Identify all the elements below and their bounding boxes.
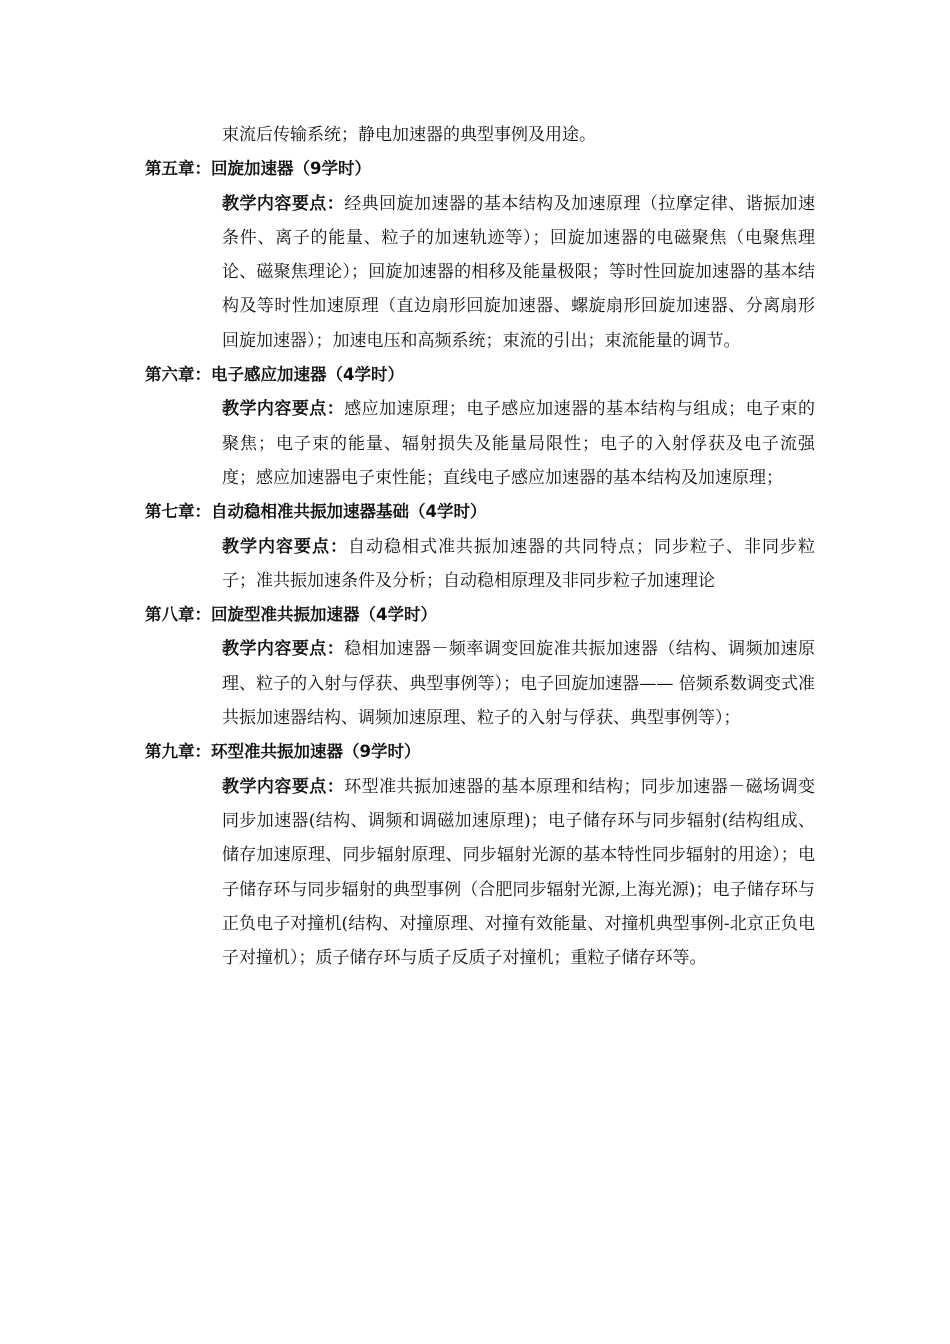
chapter-6-title: 第六章：电子感应加速器（4学时）: [145, 365, 404, 385]
chapter-6-text: 感应加速原理；电子感应加速器的基本结构与组成；电子束的聚焦；电子束的能量、辐射损失及能量局限性；电子的入射俘获及电子流强度；感应加速器电子束性能；直线电子感应加速器的基本结构及加速原理；: [222, 399, 816, 488]
chapter-7-title: 第七章：自动稳相准共振加速器基础（4学时）: [145, 502, 487, 522]
chapter-5-text: 经典回旋加速器的基本结构及加速原理（拉摩定律、谐振加速条件、离子的能量、粒子的加速轨迹等）；回旋加速器的电磁聚焦（电聚焦理论、磁聚焦理论）；回旋加速器的相移及能量极限；等时性回旋加速器的基本结构及等时性加速原理（直边扇形回旋加速器、螺旋扇形回旋加速器、分离扇形回旋加速器）；加速电压和高频系统；束流的引出；束流能量的调节。: [222, 193, 816, 351]
content-label: 教学内容要点：: [222, 776, 345, 797]
intro-continuation: 束流后传输系统；静电加速器的典型事例及用途。: [222, 125, 596, 145]
content-label: 教学内容要点：: [222, 536, 348, 557]
chapter-5-content: [222, 187, 815, 358]
chapter-8-text: 稳相加速器－频率调变回旋准共振加速器（结构、调频加速原理、粒子的入射与俘获、典型事例等）；电子回旋加速器—— 倍频系数调变式准共振加速器结构、调频加速原理、粒子的入射与俘获、典型事例等）；: [222, 639, 816, 729]
chapter-7-content: [222, 530, 815, 599]
chapter-8-title: 第八章：回旋型准共振加速器（4学时）: [145, 605, 437, 625]
content-label: 教学内容要点：: [222, 639, 345, 660]
chapter-9-text: 环型准共振加速器的基本原理和结构；同步加速器－磁场调变同步加速器(结构、调频和调磁加速原理)；电子储存环与同步辐射(结构组成、储存加速原理、同步辐射原理、同步辐射光源的基本特性同步辐射的用途）；电子储存环与同步辐射的典型事例（合肥同步辐射光源,上海光源)；电子储存环与正负电子对撞机(结构、对撞原理、对撞有效能量、对撞机典型事例-北京正负电子对撞机）；质子储存环与质子反质子对撞机；重粒子储存环等。: [222, 776, 816, 969]
chapter-6-content: [222, 392, 815, 495]
content-label: 教学内容要点：: [222, 399, 345, 420]
syllabus-content: [145, 118, 815, 975]
chapter-9-content: [222, 770, 815, 976]
chapter-9-title: 第九章：环型准共振加速器（9学时）: [145, 742, 421, 762]
chapter-8-content: [222, 632, 815, 735]
content-label: 教学内容要点：: [222, 193, 345, 214]
chapter-7-text: 自动稳相式准共振加速器的共同特点；同步粒子、非同步粒子；准共振加速条件及分析；自动稳相原理及非同步粒子加速理论: [222, 536, 815, 591]
chapter-5-title: 第五章：回旋加速器（9学时）: [145, 159, 371, 179]
